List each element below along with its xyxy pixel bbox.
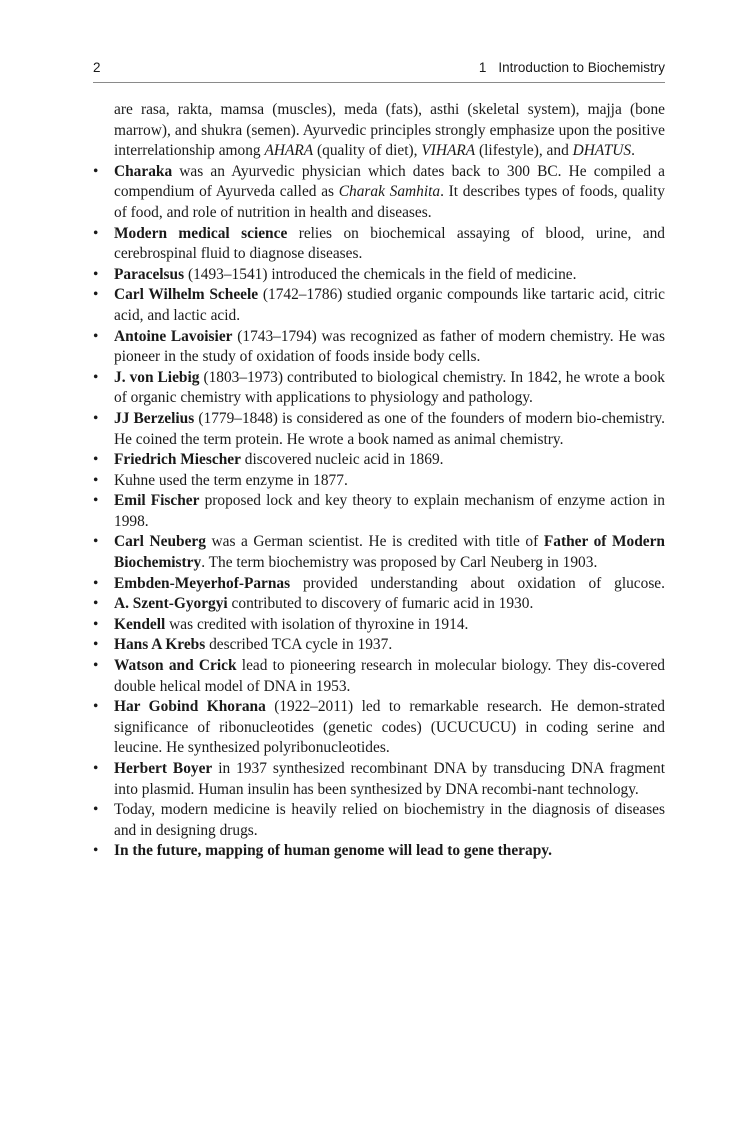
list-item-fischer: [93, 491, 665, 532]
bold-term: Paracelsus: [114, 265, 185, 283]
bullet-marker: •: [93, 801, 99, 819]
list-item-future: [93, 841, 665, 862]
intro-text: (quality of diet),: [313, 142, 422, 160]
dhatus-term: DHATUS: [572, 142, 632, 160]
list-item-kuhne: [93, 471, 665, 492]
list-item-berzelius: [93, 409, 665, 450]
page-number: 2: [93, 60, 101, 75]
item-text: . It describes types of foods, quality of food, and role of nutrition in health and diseases.: [114, 183, 666, 221]
item-text: contributed to discovery of fumaric acid in 1930.: [227, 595, 534, 613]
bold-term: Modern medical science: [114, 224, 288, 242]
bold-term: Carl Neuberg: [114, 533, 206, 551]
list-item-watson-crick: [93, 656, 665, 697]
bullet-marker: •: [93, 533, 99, 551]
intro-paragraph: [93, 100, 665, 162]
item-text: (1922–2011) led to remarkable research. He demon-strated significance of ribonucleotides (genetic codes) (UCUCUCU) in coding serine and leucine. He synthesized polyribonucleotides.: [114, 698, 666, 757]
ahara-term: AHARA: [264, 142, 314, 160]
bold-term: Watson and Crick: [114, 657, 237, 675]
bullet-marker: •: [93, 224, 99, 242]
bold-term: A. Szent-Gyorgyi: [114, 595, 228, 613]
bold-term: Herbert Boyer: [114, 760, 213, 777]
list-item-paracelsus: [93, 265, 665, 286]
chapter-number: 1: [478, 60, 487, 75]
bullet-marker: •: [93, 760, 99, 777]
bold-term: JJ Berzelius: [114, 409, 195, 427]
bold-term: Kendell: [114, 615, 166, 633]
list-item-modern-medical-science: [93, 224, 665, 265]
bold-term: In the future, mapping of human genome will lead to gene therapy.: [114, 842, 552, 860]
item-text: relies on biochemical assaying of blood, urine, and cerebrospinal fluid to diagnose diseases.: [114, 224, 665, 263]
bold-term: Father of Modern Biochemistry: [114, 533, 665, 572]
item-text: Today, modern medicine is heavily relied on biochemistry in the diagnosis of diseases and in designing drugs.: [114, 801, 665, 839]
bullet-marker: •: [93, 265, 99, 283]
list-item-lavoisier: [93, 327, 665, 368]
bullet-marker: •: [93, 492, 99, 510]
bullet-marker: •: [93, 451, 99, 469]
running-title: [479, 60, 665, 75]
bullet-marker: •: [93, 162, 99, 180]
item-text: (1803–1973) contributed to biological chemistry. In 1842, he wrote a book of organic chemistry with applications to physiology and pathology.: [114, 368, 665, 407]
list-item-neuberg: [93, 532, 665, 573]
bold-term: Charaka: [114, 162, 173, 180]
list-item-charaka: [93, 162, 665, 224]
item-text: . The term biochemistry was proposed by Carl Neuberg in 1903.: [201, 554, 598, 572]
item-text: was a German scientist. He is credited with title of: [205, 533, 544, 551]
bold-term: Har Gobind Khorana: [114, 698, 266, 716]
header-rule: [93, 82, 665, 83]
bold-term: Emil Fischer: [114, 492, 200, 510]
bullet-marker: •: [93, 595, 99, 613]
list-item-szent-gyorgyi: [93, 594, 665, 615]
item-text: was credited with isolation of thyroxine in 1914.: [165, 615, 469, 633]
bold-term: Friedrich Miescher: [114, 451, 241, 469]
vihara-term: VIHARA: [421, 142, 476, 160]
bold-term: J. von Liebig: [114, 368, 200, 386]
bullet-list: [93, 162, 665, 862]
list-item-boyer: [93, 759, 665, 800]
bullet-marker: •: [93, 657, 99, 675]
item-text: proposed lock and key theory to explain mechanism of enzyme action in 1998.: [114, 492, 665, 530]
item-text: Kuhne used the term enzyme in 1877.: [114, 471, 348, 489]
bullet-marker: •: [93, 615, 99, 633]
bold-term: Embden-Meyerhof-Parnas: [114, 574, 291, 592]
item-text: (1493–1541) introduced the chemicals in the field of medicine.: [184, 265, 577, 283]
bullet-marker: •: [93, 471, 99, 489]
bullet-marker: •: [93, 842, 99, 860]
item-text: (1779–1848) is considered as one of the founders of modern bio-chemistry. He coined the term protein. He wrote a book named as animal chemistry.: [114, 409, 665, 448]
chapter-title: Introduction to Biochemistry: [498, 60, 665, 75]
bullet-marker: •: [93, 368, 99, 386]
item-text: (1742–1786) studied organic compounds like tartaric acid, citric acid, and lactic acid.: [114, 286, 665, 324]
item-text: described TCA cycle in 1937.: [205, 636, 393, 654]
item-text: discovered nucleic acid in 1869.: [240, 451, 444, 469]
list-item-modern-medicine: [93, 800, 665, 841]
bullet-marker: •: [93, 409, 99, 427]
item-text: was an Ayurvedic physician which dates back to 300 BC. He compiled a compendium of Ayurveda called as: [114, 162, 665, 201]
item-text: lead to pioneering research in molecular biology. They dis-covered double helical model of DNA in 1953.: [114, 657, 666, 695]
page-body: [93, 100, 665, 862]
bullet-marker: •: [93, 698, 99, 716]
item-text: provided understanding about oxidation of glucose.: [290, 574, 665, 592]
list-item-miescher: [93, 450, 665, 471]
bold-term: Antoine Lavoisier: [114, 327, 233, 345]
running-header: [93, 60, 665, 82]
intro-text: (lifestyle), and: [475, 142, 573, 160]
intro-text: are rasa, rakta, mamsa (muscles), meda (fats), asthi (skeletal system), majja (bone marrow), and shukra (semen). Ayurvedic principles strongly emphasize upon the positive interrelationship among: [114, 101, 665, 160]
bullet-marker: •: [93, 286, 99, 304]
bullet-marker: •: [93, 636, 99, 654]
bullet-marker: •: [93, 574, 99, 592]
list-item-krebs: [93, 635, 665, 656]
italic-term: Charak Samhita: [338, 183, 441, 201]
list-item-liebig: [93, 368, 665, 409]
bullet-marker: •: [93, 327, 99, 345]
bold-term: Hans A Krebs: [114, 636, 206, 654]
list-item-khorana: [93, 697, 665, 759]
intro-text: .: [631, 142, 635, 160]
bold-term: Carl Wilhelm Scheele: [114, 286, 259, 304]
list-item-embden-meyerhof-parnas: [93, 574, 665, 595]
item-text: in 1937 synthesized recombinant DNA by transducing DNA fragment into plasmid. Human insulin has been synthesized by DNA recombi-nant technology.: [114, 760, 665, 798]
item-text: (1743–1794) was recognized as father of modern chemistry. He was pioneer in the study of oxidation of foods inside body cells.: [114, 327, 665, 366]
list-item-kendell: [93, 615, 665, 636]
list-item-scheele: [93, 285, 665, 326]
